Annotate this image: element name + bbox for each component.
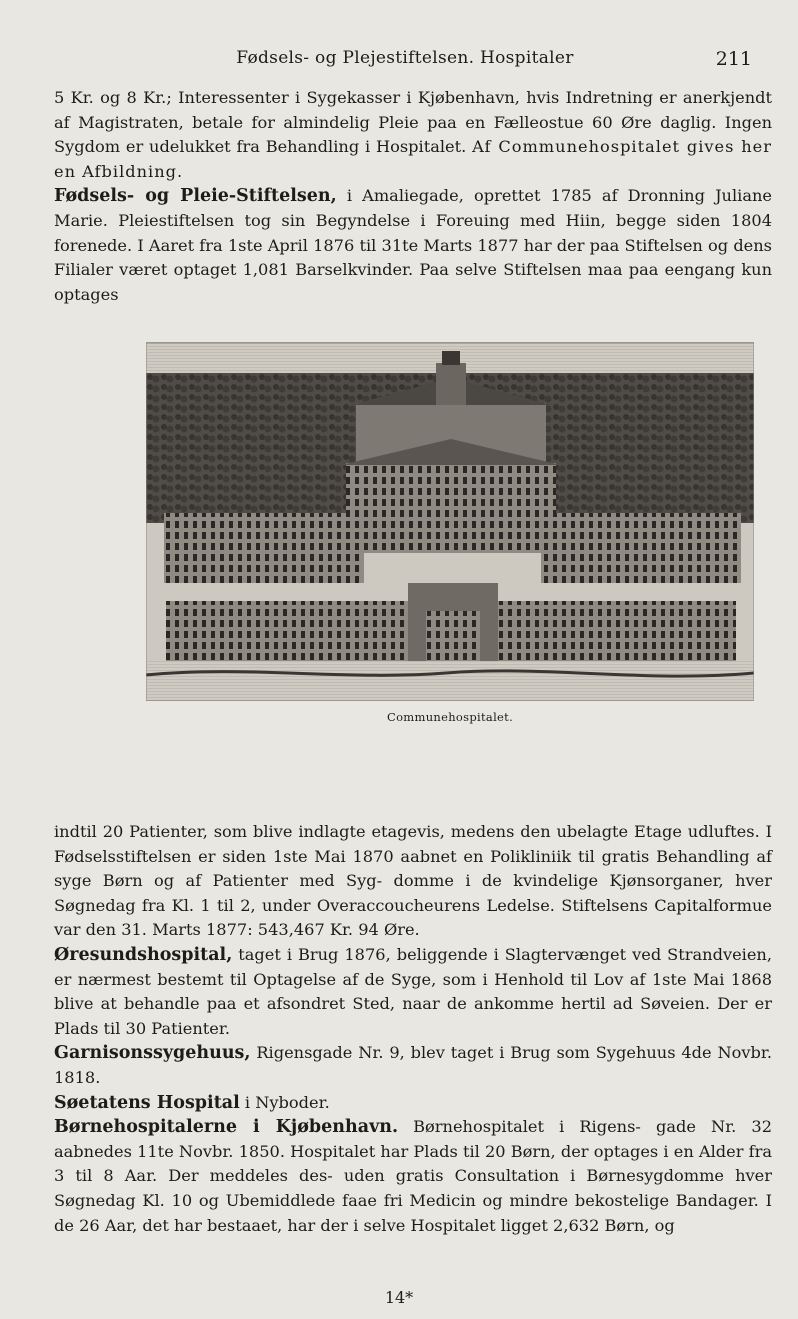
paragraph: Søetatens Hospital i Nyboder. <box>54 1092 330 1113</box>
hospital-illustration <box>146 342 754 701</box>
engraving-svg <box>146 343 754 701</box>
signature-mark: 14* <box>384 1288 414 1307</box>
paragraph: Børnehospitalerne i Kjøbenhavn. Børnehospitalet i Rigens- gade Nr. 32 aabnedes 11te Novbr. 1850. Hospitalet har Plads til 20 Børn, der optages i en Alder fra 3 til 8 Aar. Der meddeles des- uden gratis Consultation i Børnesygdomme hver Søgnedag Kl. 10 og Ubemiddlede faae fri Medicin og mindre bekostelige Bandager. I de 26 Aar, det har bestaaet, har der i selve Hospitalet ligget 2,632 Børn, og <box>54 1117 772 1235</box>
figure-caption: Communehospitalet. <box>386 710 514 724</box>
page-number: 211 <box>715 48 752 70</box>
section-heading: Fødsels- og Pleie-Stiftelsen, <box>54 186 337 207</box>
section-heading: Øresundshospital, <box>54 944 233 965</box>
paragraph: Garnisonssygehuus, Rigensgade Nr. 9, blev taget i Brug som Sygehuus 4de Novbr. 1818. <box>54 1043 772 1087</box>
section-heading: Søetatens Hospital <box>54 1092 240 1113</box>
section-heading: Børnehospitalerne i Kjøbenhavn. <box>54 1117 399 1138</box>
text-block-top <box>54 86 772 307</box>
running-title: Fødsels- og Plejestiftelsen. Hospitaler <box>236 48 574 68</box>
section-heading: Garnisonssygehuus, <box>54 1043 251 1064</box>
paragraph: Fødsels- og Pleie-Stiftelsen, i Amaliegade, oprettet 1785 af Dronning Juliane Marie. Pleiestiftelsen tog sin Begyndelse i Foreuing med Hiin, begge siden 1804 forenede. I Aaret fra 1ste April 1876 til 31te Marts 1877 har der paa Stiftelsen og dens Filialer været optaget 1,081 Barselkvinder. Paa selve Stiftelsen maa paa eengang kun optages <box>54 186 772 304</box>
page-header <box>52 48 758 74</box>
paragraph: Øresundshospital, taget i Brug 1876, beliggende i Slagtervænget ved Strandveien, er nærmest bestemt til Optagelse af de Syge, som i Henhold til Lov af 1ste Mai 1868 blive at behandle paa et afsondret Sted, naar de ankomme hertil ad Søveien. Der er Plads til 30 Patienter. <box>54 944 772 1038</box>
paragraph: indtil 20 Patienter, som blive indlagte etagevis, medens den ubelagte Etage udluftes. I Fødselsstiftelsen er siden 1ste Mai 1870 aabnet en Polikliniik til gratis Behandling af syge Børn og af Patienter med Syg- domme i de kvindelige Kjønsorganer, hver Søgnedag fra Kl. 1 til 2, under Overaccoucheurens Ledelse. Stiftelsens Capitalformue var den 31. Marts 1877: 543,467 Kr. 94 Øre. <box>54 822 772 940</box>
text-block-bottom <box>54 820 772 1238</box>
paragraph: 5 Kr. og 8 Kr.; Interessenter i Sygekasser i Kjøbenhavn, hvis Indretning er anerkjendt af Magistraten, betale for almindelig Pleie paa en Fælleostue 60 Øre daglig. Ingen Sygdom er udelukket fra Behandling i Hospitalet. Af Communehospitalet gives her en Afbildning. <box>54 88 772 181</box>
